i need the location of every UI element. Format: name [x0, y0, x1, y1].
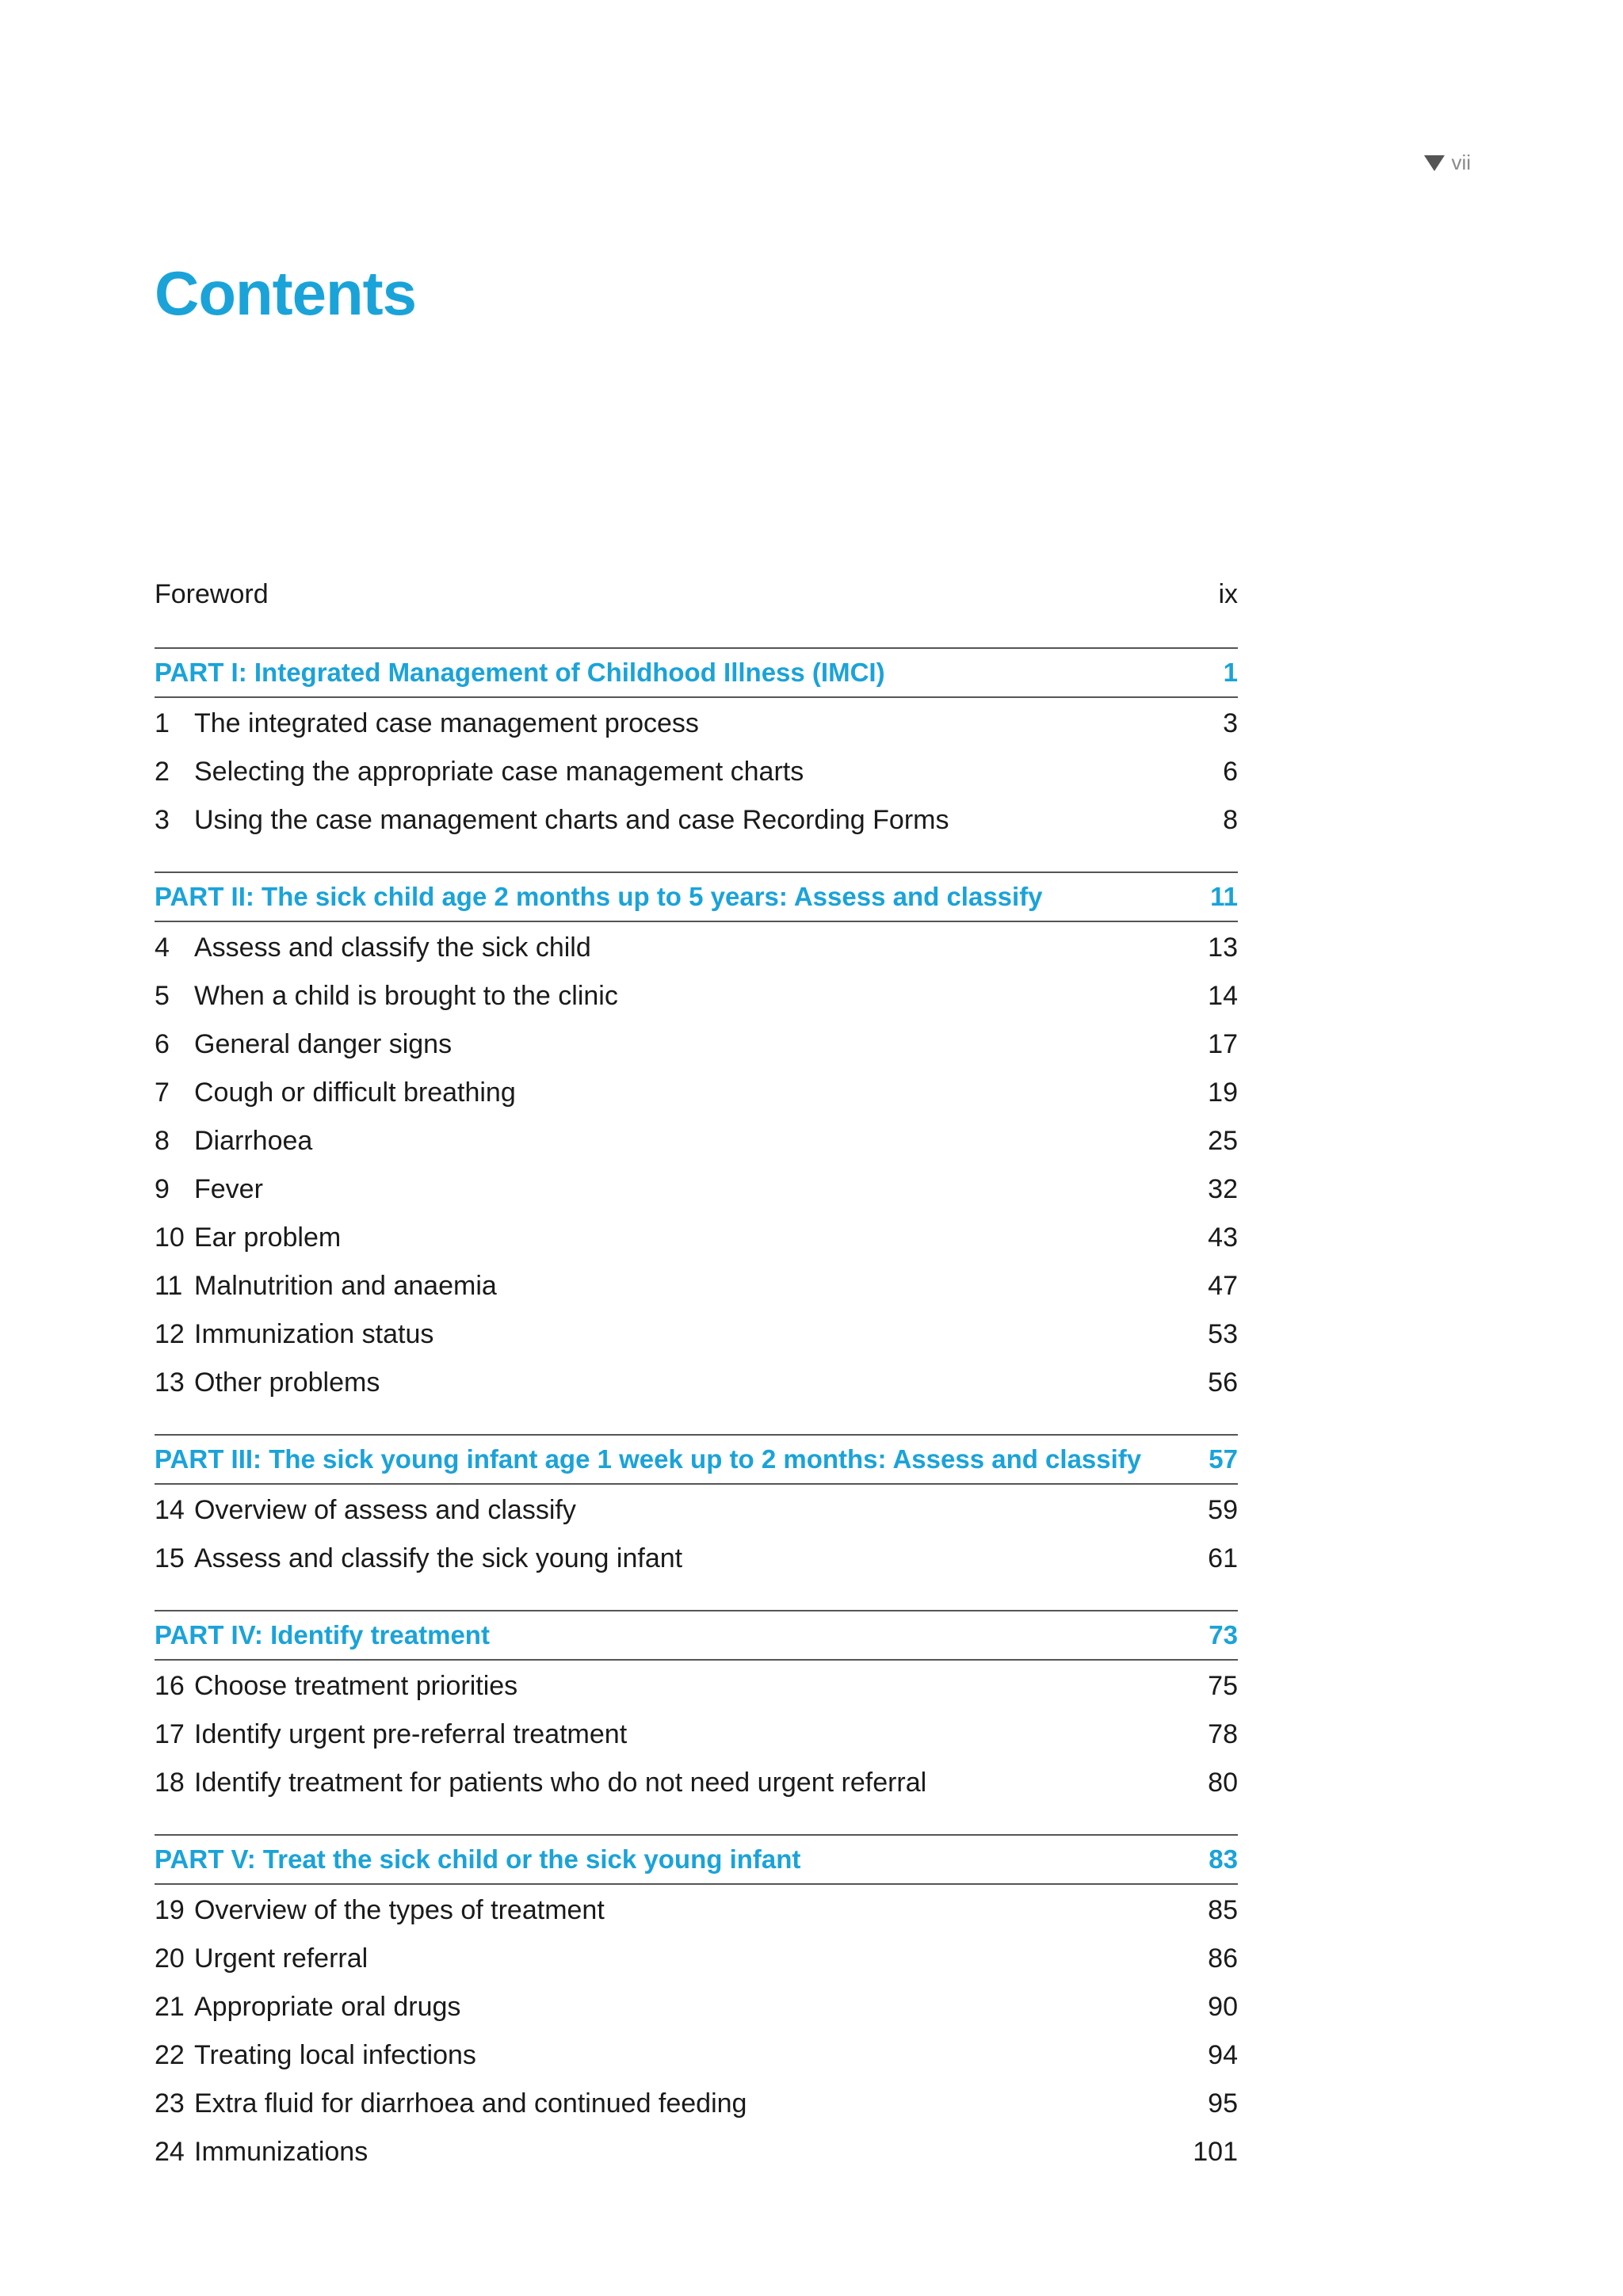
toc-chapter-page: 14 [1208, 981, 1238, 1011]
toc-chapter-label: Cough or difficult breathing [194, 1077, 516, 1108]
toc-chapter-number: 19 [155, 1895, 185, 1925]
toc-chapter-label: Other problems [194, 1367, 380, 1398]
toc-chapter-label: Ear problem [194, 1222, 342, 1253]
toc-part-block [155, 1434, 1238, 1583]
toc-part-header[interactable] [155, 1834, 1238, 1885]
toc-chapter-label: The integrated case management process [194, 708, 699, 738]
toc-chapter-entry[interactable] [155, 1486, 1238, 1535]
toc-entry-page: ix [1218, 579, 1238, 609]
toc-chapter-number: 23 [155, 2088, 185, 2119]
toc-chapter-page: 61 [1208, 1543, 1238, 1573]
toc-chapter-entry[interactable] [155, 1262, 1238, 1310]
toc-chapter-label: Immunizations [194, 2137, 369, 2167]
toc-chapter-page: 95 [1208, 2088, 1238, 2119]
toc-chapter-entry[interactable] [155, 1117, 1238, 1165]
toc-chapter-page: 75 [1208, 1671, 1238, 1701]
toc-chapter-entry[interactable] [155, 924, 1238, 972]
toc-part-header[interactable] [155, 1434, 1238, 1485]
toc-chapter-entry[interactable] [155, 2080, 1238, 2128]
toc-chapter-label: Appropriate oral drugs [194, 1992, 461, 2022]
toc-chapter-label: Overview of assess and classify [194, 1495, 576, 1525]
toc-chapter-label: Treating local infections [194, 2040, 476, 2070]
toc-chapter-entry[interactable] [155, 972, 1238, 1020]
toc-part-title: PART IV: Identify treatment [155, 1620, 490, 1650]
toc-chapter-number: 24 [155, 2137, 185, 2167]
toc-chapter-number: 17 [155, 1719, 185, 1749]
toc-part-title: PART II: The sick child age 2 months up to 5 years: Assess and classify [155, 882, 1043, 911]
toc-chapter-page: 13 [1208, 933, 1238, 963]
toc-chapter-number: 8 [155, 1126, 170, 1156]
toc-chapter-number: 11 [155, 1271, 183, 1301]
toc-chapter-entry[interactable] [155, 1662, 1238, 1711]
toc-chapter-number: 3 [155, 805, 170, 835]
toc-chapter-number: 22 [155, 2040, 185, 2070]
toc-chapter-page: 47 [1208, 1271, 1238, 1301]
toc-part-page: 11 [1210, 882, 1238, 911]
toc-chapter-entry[interactable] [155, 1935, 1238, 1983]
toc-chapter-entry[interactable] [155, 1020, 1238, 1069]
toc-chapter-number: 9 [155, 1174, 170, 1204]
toc-chapter-entry[interactable] [155, 2031, 1238, 2080]
toc-part-title: PART III: The sick young infant age 1 week up to 2 months: Assess and classify [155, 1444, 1142, 1474]
toc-chapter-entry[interactable] [155, 796, 1238, 845]
toc-chapter-page: 78 [1208, 1719, 1238, 1749]
toc-chapter-page: 25 [1208, 1126, 1238, 1156]
toc-chapter-label: Overview of the types of treatment [194, 1895, 605, 1925]
toc-chapter-number: 6 [155, 1029, 170, 1059]
toc-chapter-page: 19 [1208, 1077, 1238, 1108]
table-of-contents [155, 570, 1238, 2203]
toc-chapter-label: Fever [194, 1174, 263, 1204]
toc-chapter-number: 5 [155, 981, 170, 1011]
page-number: vii [1451, 151, 1471, 174]
toc-part-page: 73 [1209, 1620, 1238, 1650]
toc-chapter-label: When a child is brought to the clinic [194, 981, 618, 1011]
triangle-down-icon [1424, 155, 1445, 171]
toc-chapter-page: 56 [1208, 1367, 1238, 1398]
toc-chapter-number: 12 [155, 1319, 185, 1349]
toc-chapter-page: 90 [1208, 1992, 1238, 2022]
toc-part-title: PART I: Integrated Management of Childhood Illness (IMCI) [155, 658, 885, 687]
toc-chapter-label: Malnutrition and anaemia [194, 1271, 497, 1301]
toc-chapter-entry[interactable] [155, 2128, 1238, 2176]
toc-chapter-number: 21 [155, 1992, 185, 2022]
toc-chapter-page: 8 [1223, 805, 1238, 835]
toc-part-header[interactable] [155, 647, 1238, 698]
toc-part-header[interactable] [155, 1610, 1238, 1661]
toc-chapter-entry[interactable] [155, 1711, 1238, 1759]
toc-chapter-page: 43 [1208, 1222, 1238, 1253]
toc-chapter-entry[interactable] [155, 1069, 1238, 1117]
toc-entry-label: Foreword [155, 579, 269, 609]
toc-chapter-label: Assess and classify the sick young infant [194, 1543, 683, 1573]
toc-entry-foreword[interactable] [155, 570, 1238, 619]
toc-chapter-label: Using the case management charts and case Recording Forms [194, 805, 949, 835]
toc-chapter-label: General danger signs [194, 1029, 453, 1059]
toc-chapter-entry[interactable] [155, 748, 1238, 796]
toc-chapter-label: Identify treatment for patients who do not need urgent referral [194, 1768, 927, 1798]
toc-part-block [155, 871, 1238, 1407]
toc-chapter-entry[interactable] [155, 1310, 1238, 1359]
toc-chapter-page: 101 [1193, 2137, 1238, 2167]
toc-chapter-page: 85 [1208, 1895, 1238, 1925]
toc-chapter-entry[interactable] [155, 1214, 1238, 1262]
toc-chapter-number: 10 [155, 1222, 185, 1253]
toc-parts [155, 647, 1238, 2176]
toc-chapter-page: 86 [1208, 1943, 1238, 1974]
toc-chapter-number: 4 [155, 933, 170, 963]
toc-part-block [155, 1834, 1238, 2176]
toc-part-page: 57 [1209, 1444, 1238, 1474]
toc-part-title: PART V: Treat the sick child or the sick young infant [155, 1844, 801, 1874]
toc-chapter-entry[interactable] [155, 700, 1238, 748]
toc-chapter-entry[interactable] [155, 1983, 1238, 2031]
toc-chapter-page: 32 [1208, 1174, 1238, 1204]
toc-chapter-page: 80 [1208, 1768, 1238, 1798]
toc-chapter-number: 13 [155, 1367, 185, 1398]
toc-part-block [155, 1610, 1238, 1807]
toc-chapter-label: Extra fluid for diarrhoea and continued feeding [194, 2088, 747, 2119]
toc-chapter-entry[interactable] [155, 1886, 1238, 1935]
page-title: Contents [155, 258, 416, 328]
toc-chapter-page: 3 [1223, 708, 1238, 738]
toc-part-block [155, 647, 1238, 845]
toc-chapter-label: Diarrhoea [194, 1126, 313, 1156]
toc-part-page: 1 [1223, 658, 1238, 687]
toc-chapter-page: 6 [1223, 757, 1238, 787]
toc-part-page: 83 [1209, 1844, 1238, 1874]
toc-chapter-number: 2 [155, 757, 170, 787]
toc-chapter-label: Selecting the appropriate case management charts [194, 757, 804, 787]
toc-chapter-page: 59 [1208, 1495, 1238, 1525]
toc-chapter-entry[interactable] [155, 1759, 1238, 1807]
toc-chapter-label: Assess and classify the sick child [194, 933, 591, 963]
page-marker [1424, 151, 1471, 175]
toc-chapter-page: 53 [1208, 1319, 1238, 1349]
toc-chapter-label: Identify urgent pre-referral treatment [194, 1719, 628, 1749]
toc-chapter-label: Immunization status [194, 1319, 434, 1349]
toc-chapter-number: 7 [155, 1077, 170, 1108]
toc-chapter-entry[interactable] [155, 1535, 1238, 1583]
toc-chapter-number: 14 [155, 1495, 185, 1525]
toc-chapter-page: 17 [1208, 1029, 1238, 1059]
toc-chapter-label: Choose treatment priorities [194, 1671, 518, 1701]
toc-chapter-number: 16 [155, 1671, 185, 1701]
toc-chapter-entry[interactable] [155, 1359, 1238, 1407]
toc-chapter-page: 94 [1208, 2040, 1238, 2070]
toc-chapter-number: 15 [155, 1543, 185, 1573]
toc-chapter-number: 18 [155, 1768, 185, 1798]
toc-part-header[interactable] [155, 871, 1238, 922]
toc-chapter-number: 20 [155, 1943, 185, 1974]
toc-chapter-label: Urgent referral [194, 1943, 369, 1974]
toc-chapter-entry[interactable] [155, 1165, 1238, 1214]
toc-chapter-number: 1 [155, 708, 170, 738]
